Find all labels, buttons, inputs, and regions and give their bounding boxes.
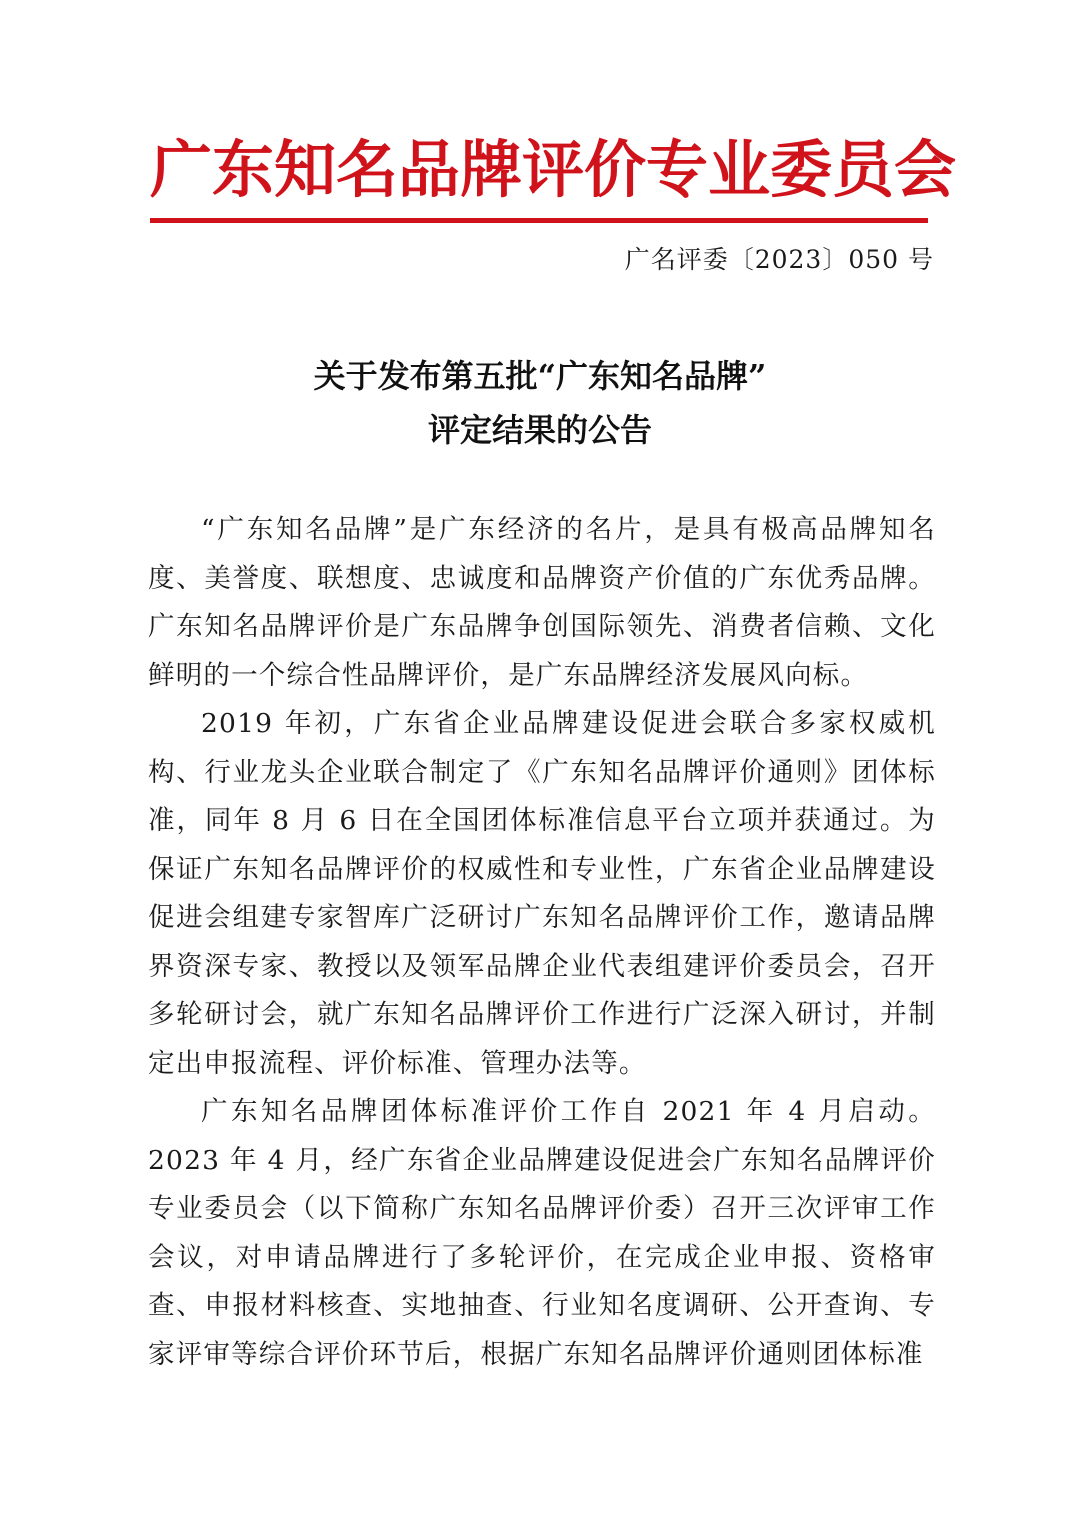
header-red-rule xyxy=(150,218,928,223)
body-paragraph-3: 广东知名品牌团体标准评价工作自 2021 年 4 月启动。2023 年 4 月，经广东省企业品牌建设促进会广东知名品牌评价专业委员会（以下简称广东知名品牌评价委）召开三次评审工作会议，对申请品牌进行了多轮评价，在完成企业申报、资格审查、申报材料核查、实地抽查、行业知名度调研、公开查询、专家评审等综合评价环节后，根据广东知名品牌评价通则团体标准 xyxy=(148,1096,936,1370)
announcement-title-line-2: 评定结果的公告 xyxy=(427,411,652,449)
organization-header: 广东知名品牌评价专业委员会 xyxy=(150,133,957,206)
document-number: 广名评委〔2023〕050 号 xyxy=(624,245,934,274)
document-body xyxy=(148,506,936,1379)
body-paragraph-2: 2019 年初，广东省企业品牌建设促进会联合多家权威机构、行业龙头企业联合制定了《广东知名品牌评价通则》团体标准，同年 8 月 6 日在全国团体标准信息平台立项并获通过。为保证广东知名品牌评价的权威性和专业性，广东省企业品牌建设促进会组建专家智库广泛研讨广东知名品牌评价工作，邀请品牌界资深专家、教授以及领军品牌企业代表组建评价委员会，召开多轮研讨会，就广东知名品牌评价工作进行广泛深入研讨，并制定出申报流程、评价标准、管理办法等。 xyxy=(148,708,936,1079)
announcement-title-line-1: 关于发布第五批“广东知名品牌” xyxy=(313,357,767,395)
body-paragraph-1: “广东知名品牌”是广东经济的名片，是具有极高品牌知名度、美誉度、联想度、忠诚度和品牌资产价值的广东优秀品牌。广东知名品牌评价是广东品牌争创国际领先、消费者信赖、文化鲜明的一个综合性品牌评价，是广东品牌经济发展风向标。 xyxy=(148,514,936,691)
